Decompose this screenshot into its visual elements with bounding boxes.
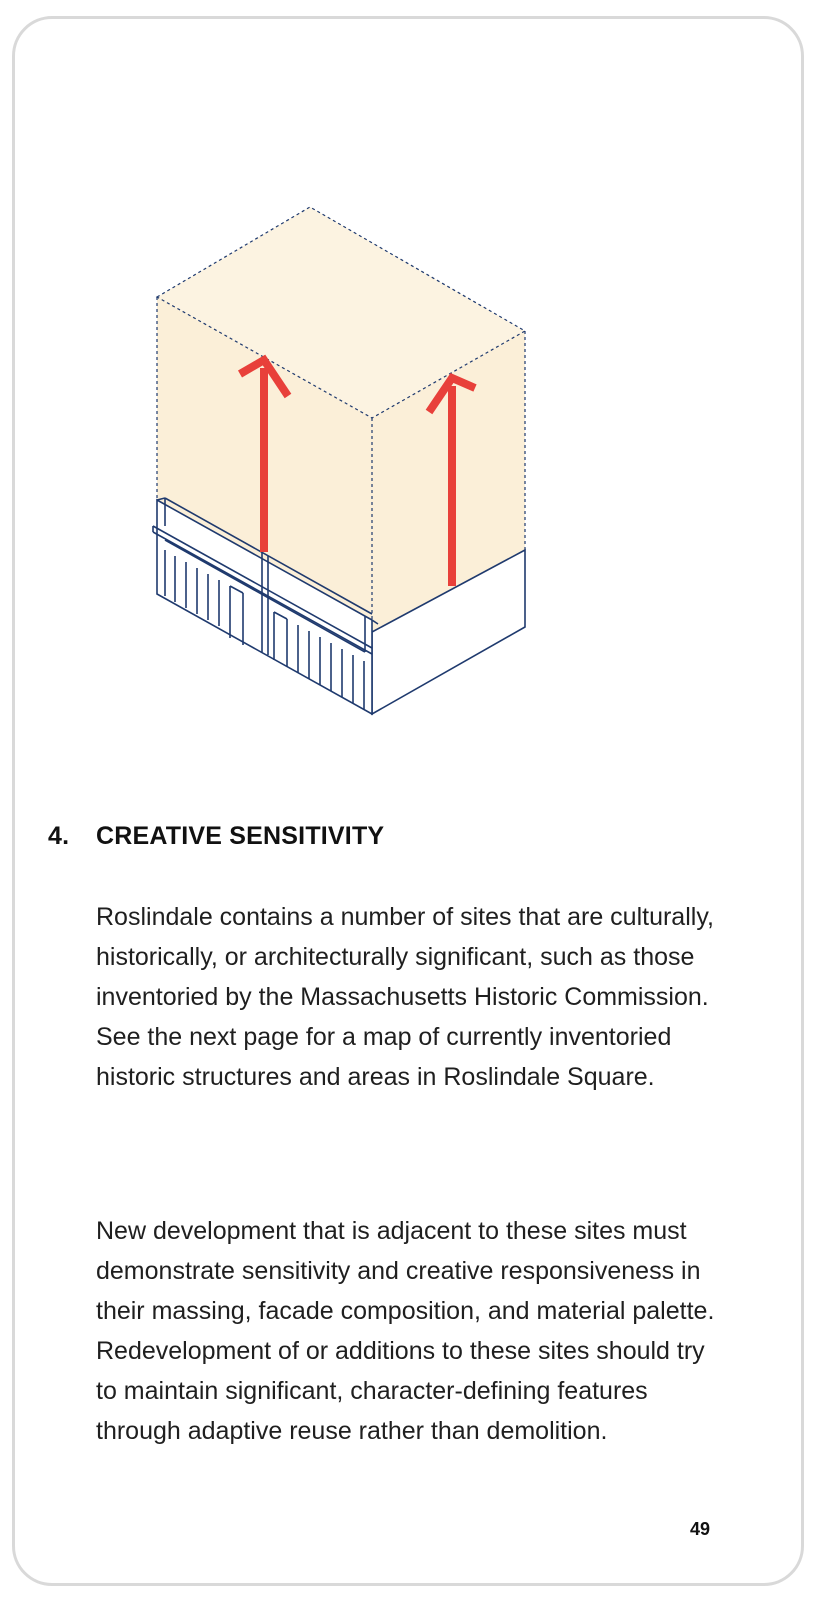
paragraph-intro: Roslindale contains a number of sites that are culturally, historically, or architecturally significant, such as those inventoried by the Massachusetts Historic Commission. See the next page for a map of currently inventoried historic structures and areas in Roslindale Square. xyxy=(96,903,714,1091)
section-title: CREATIVE SENSITIVITY xyxy=(96,822,385,850)
paragraph-guidance: New development that is adjacent to these sites must demonstrate sensitivity and creative responsiveness in their massing, facade composition, and material palette. Redevelopment of or additions to these sites should try to maintain significant, character-defining features through adaptive reuse rather than demolition. xyxy=(96,1217,715,1445)
section-number: 4. xyxy=(48,822,70,850)
building-massing-diagram-icon xyxy=(0,0,820,760)
section-heading xyxy=(48,822,384,851)
page-number: 49 xyxy=(690,1519,711,1539)
